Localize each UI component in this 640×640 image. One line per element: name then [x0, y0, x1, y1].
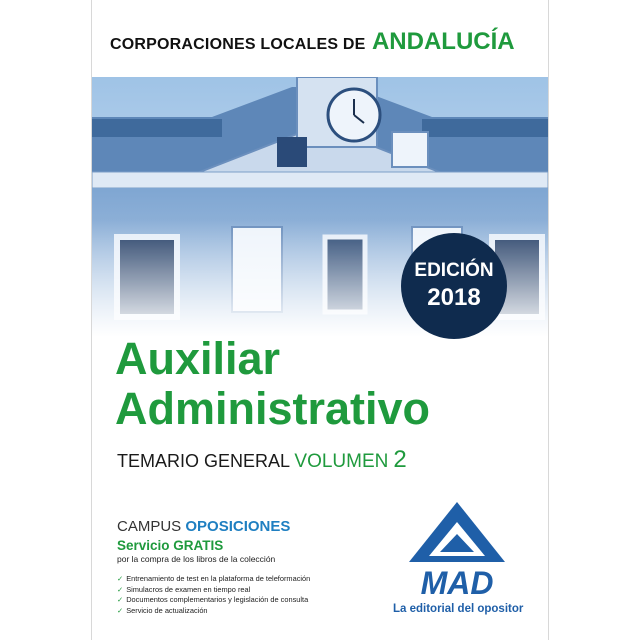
book-title [115, 334, 430, 434]
logo-text: MAD [420, 565, 494, 598]
title-line-1: Auxiliar [115, 333, 281, 384]
feature-text: Entrenamiento de test en la plataforma de teleformación [126, 574, 311, 583]
cover-header [110, 28, 515, 56]
campus-name: OPOSICIONES [185, 518, 291, 535]
header-region: ANDALUCÍA [371, 28, 515, 55]
edition-badge [401, 233, 507, 339]
edition-year: 2018 [427, 284, 481, 311]
check-icon: ✓ [117, 574, 124, 583]
edition-label: EDICIÓN [414, 260, 494, 281]
feature-item [117, 585, 310, 596]
check-icon: ✓ [117, 584, 124, 594]
mad-logo [402, 500, 512, 598]
service-title: Servicio GRATIS [117, 538, 224, 553]
volume-number: 2 [393, 446, 407, 473]
feature-item [117, 595, 310, 606]
header-prefix: CORPORACIONES LOCALES DE [110, 36, 366, 53]
service-subtitle: por la compra de los libros de la colección [117, 554, 276, 564]
campus-prefix: CAMPUS [117, 518, 182, 535]
subtitle-text: TEMARIO GENERAL [117, 451, 290, 471]
title-line-2: Administrativo [115, 383, 431, 434]
feature-text: Servicio de actualización [126, 605, 208, 615]
book-subtitle [117, 446, 407, 474]
book-cover [91, 0, 549, 640]
check-icon: ✓ [117, 605, 124, 615]
feature-item [117, 574, 310, 585]
volume-label: VOLUMEN [294, 451, 389, 472]
campus-brand [117, 518, 290, 535]
feature-text: Simulacros de examen en tiempo real [126, 584, 251, 594]
feature-item [117, 606, 310, 617]
feature-text: Documentos complementarios y legislación de consulta [126, 595, 309, 605]
publisher-tagline: La editorial del opositor [393, 603, 524, 615]
feature-list [117, 574, 310, 616]
check-icon: ✓ [117, 595, 124, 605]
